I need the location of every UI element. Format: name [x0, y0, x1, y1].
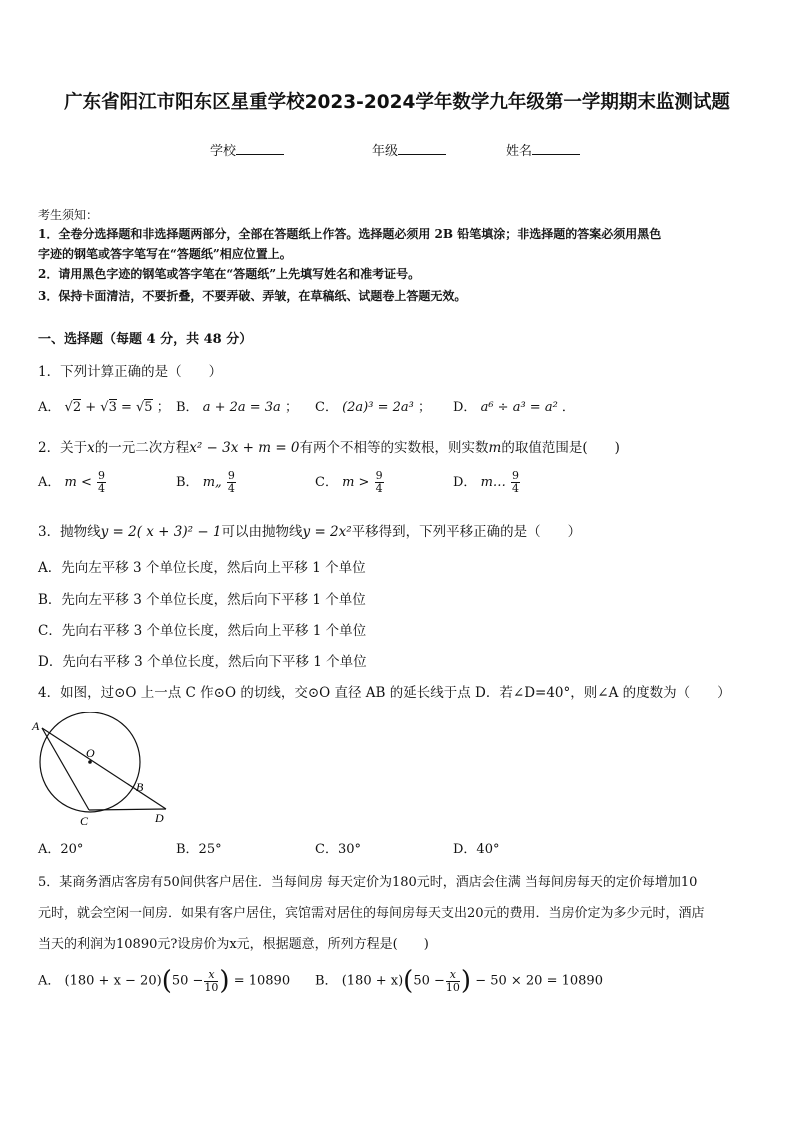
q2-d-rel: m…	[480, 475, 506, 490]
q2-a-den: 4	[98, 482, 106, 495]
q2-b-den: 4	[227, 482, 235, 495]
q5-option-a: A． (180 + x − 20)(50 − $\frac{x}{10}$ ) = 10890	[38, 966, 291, 996]
q3-equation-2: y = 2x²	[302, 524, 352, 540]
q2-stem-d: 的取值范围是( )	[501, 440, 620, 456]
q1-stem: 1．下列计算正确的是（ ）	[38, 364, 223, 380]
q4-option-a: A．20°	[38, 842, 84, 857]
school-blank[interactable]	[236, 142, 284, 155]
q1-option-c	[315, 396, 431, 415]
name-blank[interactable]	[532, 142, 580, 155]
q5-b-fraction	[446, 969, 460, 994]
q1-a-label: A．	[38, 400, 61, 415]
q1-d-label: D．	[453, 400, 477, 415]
q2-a-fraction	[97, 470, 106, 495]
q4-option-d: D．40°	[453, 842, 500, 857]
center-point	[88, 760, 92, 764]
q3-option-b: B．先向左平移 3 个单位长度，然后向下平移 1 个单位	[38, 592, 366, 608]
notice-item-3: 3．保持卡面清洁，不要折叠，不要弄破、弄皱，在草稿纸、试题卷上答题无效。	[38, 289, 467, 303]
q2-a-label: A．	[38, 475, 61, 490]
name-field[interactable]	[506, 140, 580, 159]
q2-c-label: C．	[315, 475, 338, 490]
q2-stem	[38, 436, 620, 456]
q2-c-rel: m >	[342, 475, 370, 490]
grade-blank[interactable]	[398, 142, 446, 155]
q4-option-c: C．30°	[315, 842, 361, 857]
segment-ac	[42, 728, 89, 810]
q4-option-b: B．25°	[176, 842, 222, 857]
page-title: 广东省阳江市阳东区星重学校2023-2024学年数学九年级第一学期期末监测试题	[64, 92, 730, 113]
q3-option-d: D．先向右平移 3 个单位长度，然后向下平移 1 个单位	[38, 654, 367, 670]
q2-d-fraction	[511, 470, 520, 495]
line-ad	[42, 728, 166, 809]
q3-stem-c: 平移得到，下列平移正确的是（ ）	[351, 524, 582, 540]
q1-option-b	[176, 396, 298, 415]
q2-stem-c: 有两个不相等的实数根，则实数	[299, 440, 489, 456]
q2-equation: x² − 3x + m = 0	[189, 440, 300, 456]
q1-c-tail: ；	[418, 400, 432, 415]
q5-b-left: (180 + x)	[341, 973, 404, 989]
q1-d-expr: a⁶ ÷ a³ = a²	[480, 400, 558, 415]
q3-equation-1: y = 2( x + 3)² − 1	[100, 524, 222, 540]
q1-b-expr: a + 2a = 3a	[202, 400, 281, 415]
q5-a-fraction	[204, 969, 218, 994]
q2-b-label: B．	[176, 475, 199, 490]
q5-b-label: B．	[315, 973, 338, 989]
q2-var-x: x	[87, 440, 95, 456]
label-o: O	[86, 746, 95, 760]
q3-stem	[38, 520, 581, 540]
q1-c-expr: (2a)³ = 2a³	[342, 400, 414, 415]
label-a: A	[32, 719, 40, 733]
q2-stem-b: 的一元二次方程	[94, 440, 190, 456]
notice-heading: 考生须知：	[38, 208, 99, 222]
school-label: 学校	[210, 144, 237, 159]
q2-c-fraction	[375, 470, 384, 495]
q1-option-a	[38, 396, 170, 415]
q2-var-m: m	[488, 440, 502, 456]
q2-b-fraction	[227, 470, 236, 495]
q5-b-right: − 50 × 20 = 10890	[475, 973, 603, 989]
q1-c-label: C．	[315, 400, 338, 415]
name-label: 姓名	[506, 144, 533, 159]
q2-b-rel: m„	[202, 475, 222, 490]
notice-item-1: 1．全卷分选择题和非选择题两部分，全部在答题纸上作答。选择题必须用 2B 铅笔填涂；非选择题的答案必须用黑色	[38, 227, 662, 241]
q2-a-num: 9	[98, 469, 106, 482]
q2-d-label: D．	[453, 475, 477, 490]
q2-c-num: 9	[375, 469, 383, 482]
q2-b-num: 9	[227, 469, 235, 482]
q2-d-den: 4	[512, 482, 520, 495]
grade-field[interactable]	[372, 140, 446, 159]
q3-option-a: A．先向左平移 3 个单位长度，然后向上平移 1 个单位	[38, 560, 366, 576]
q1-d-tail: ．	[561, 400, 575, 415]
q3-stem-b: 可以由抛物线	[221, 524, 303, 540]
q3-option-c: C．先向右平移 3 个单位长度，然后向上平移 1 个单位	[38, 623, 367, 639]
notice-item-1-cont: 字迹的钢笔或答字笔写在“答题纸”相应位置上。	[38, 247, 292, 261]
q5-line-1: 5．某商务酒店客房有50间供客户居住．当每间房 每天定价为180元时，酒店会住满 当每间房每天的定价每增加10	[38, 875, 698, 890]
label-c: C	[80, 814, 89, 828]
q5-a-num: x	[204, 969, 218, 982]
q5-b-inner: 50 −	[413, 973, 445, 989]
grade-label: 年级	[372, 144, 399, 159]
q2-a-rel: m <	[64, 475, 92, 490]
q5-a-left: (180 + x − 20)	[64, 973, 162, 989]
q5-a-den: 10	[204, 980, 219, 994]
q5-b-den: 10	[445, 980, 460, 994]
section-heading: 一、选择题（每题 4 分，共 48 分）	[38, 332, 253, 347]
q5-line-2: 元时，就会空闲一间房．如果有客户居住，宾馆需对居住的每间房每天支出20元的费用．当房价定为多少元时，酒店	[38, 906, 705, 921]
q1-a-expr: √2 + √3 = √5	[64, 400, 153, 415]
q2-option-d	[453, 470, 521, 495]
q2-c-den: 4	[375, 482, 383, 495]
tangent-cd	[89, 809, 166, 810]
q5-option-b: B． (180 + x)(50 − $\frac{x}{10}$ ) − 50 × 20 = 10890	[315, 966, 603, 996]
q5-a-inner: 50 −	[171, 973, 204, 989]
circle-tangent-figure	[30, 712, 180, 830]
q4-stem: 4．如图，过⊙O 上一点 C 作⊙O 的切线，交⊙O 直径 AB 的延长线于点 D．若∠D=40°，则∠A 的度数为（ ）	[38, 685, 731, 701]
q5-line-3: 当天的利润为10890元?设房价为x元，根据题意，所列方程是( )	[38, 937, 429, 952]
q1-b-label: B．	[176, 400, 199, 415]
q5-a-label: A．	[38, 973, 61, 989]
school-field[interactable]	[210, 140, 284, 159]
q2-d-num: 9	[512, 469, 520, 482]
q2-option-b	[176, 470, 237, 495]
q1-a-tail: ；	[156, 400, 170, 415]
q2-option-c	[315, 470, 385, 495]
q2-stem-a: 2．关于	[38, 440, 88, 456]
notice-item-2: 2．请用黑色字迹的钢笔或答字笔在“答题纸”上先填写姓名和准考证号。	[38, 267, 421, 281]
q5-a-right: = 10890	[233, 973, 291, 989]
q3-stem-a: 3．抛物线	[38, 524, 101, 540]
q5-b-num: x	[446, 969, 460, 982]
q1-b-tail: ；	[284, 400, 298, 415]
q1-option-d	[453, 396, 575, 415]
label-d: D	[155, 811, 164, 825]
q2-option-a	[38, 470, 107, 495]
label-b: B	[136, 780, 144, 794]
